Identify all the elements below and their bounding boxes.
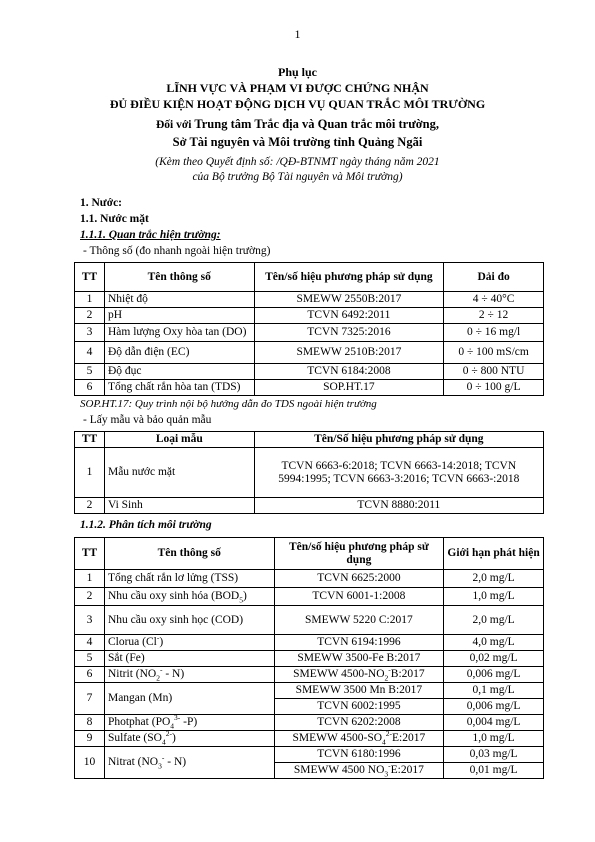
- table-row: [75, 292, 544, 308]
- text: Clorua (Cl: [107, 636, 157, 648]
- decision-reference: (Kèm theo Quyết định số: /QĐ-BTNMT ngày tháng năm 2021: [155, 156, 440, 168]
- table-row: [75, 606, 544, 635]
- page-number: 1: [294, 27, 301, 41]
- cell: 5: [75, 651, 105, 667]
- cell: 0 ÷ 800 NTU: [444, 364, 544, 380]
- header-cell: Tên thông số: [104, 263, 254, 292]
- cell: TCVN 6194:1996: [274, 635, 444, 651]
- organization-name: Trung tâm Trắc địa và Quan trắc môi trường,: [191, 117, 439, 131]
- cell: 1: [75, 570, 105, 588]
- cell: 4,0 mg/L: [444, 635, 544, 651]
- cell: TCVN 6202:2008: [274, 715, 444, 731]
- cell: TCVN 6002:1995: [274, 699, 444, 715]
- cell: 8: [75, 715, 105, 731]
- cell: 9: [75, 731, 105, 747]
- header-cell: TT: [75, 432, 105, 448]
- cell: TCVN 6492:2011: [254, 308, 444, 324]
- cell: 0,01 mg/L: [444, 763, 544, 779]
- header-cell: Tên thông số: [104, 538, 274, 570]
- superscript: 3-: [174, 713, 181, 723]
- cell: TCVN 7325:2016: [254, 324, 444, 342]
- cell: TCVN 6663-6:2018; TCVN 6663-14:2018; TCVN 5994:1995; TCVN 6663-3:2016; TCVN 6663-:2018: [254, 448, 543, 498]
- cell: 2: [75, 498, 105, 514]
- text: SMEWW 4500-NO: [293, 668, 385, 680]
- cell: [104, 588, 274, 606]
- superscript: -: [159, 665, 163, 675]
- cell: Nhu cầu oxy sinh học (COD): [104, 606, 274, 635]
- text: Nitrit (NO: [107, 668, 157, 680]
- cell: 0,02 mg/L: [444, 651, 544, 667]
- table-row: [75, 731, 544, 747]
- cell: 1: [75, 448, 105, 498]
- cell: 2: [75, 308, 105, 324]
- cell: Độ đục: [104, 364, 254, 380]
- superscript: 2-: [385, 729, 393, 739]
- section-1-1-1: 1.1.1. Quan trắc hiện trường:: [80, 229, 221, 241]
- header-cell: Tên/số hiệu phương pháp sử dụng: [274, 538, 444, 570]
- cell: TCVN 6184:2008: [254, 364, 444, 380]
- cell: TCVN 6180:1996: [274, 747, 444, 763]
- cell: Nhiệt độ: [104, 292, 254, 308]
- cell: Hàm lượng Oxy hòa tan (DO): [104, 324, 254, 342]
- table-header-row: [75, 263, 544, 292]
- text: ): [171, 732, 176, 744]
- cell: Vi Sinh: [104, 498, 254, 514]
- table-row: [75, 570, 544, 588]
- text: SMEWW 4500-SO: [292, 732, 383, 744]
- cell: TCVN 8880:2011: [254, 498, 543, 514]
- cell: 1,0 mg/L: [444, 588, 544, 606]
- superscript: -: [161, 753, 165, 763]
- text: - N): [162, 668, 185, 680]
- cell: [104, 667, 274, 683]
- subscript: 4: [161, 737, 166, 747]
- cell: 1,0 mg/L: [444, 731, 544, 747]
- cell: 3: [75, 324, 105, 342]
- field-measurement-table: [74, 262, 544, 396]
- cell: 2: [75, 588, 105, 606]
- cell: [274, 667, 444, 683]
- cell: 2 ÷ 12: [444, 308, 544, 324]
- cell: 0,1 mg/L: [444, 683, 544, 699]
- cell: 3: [75, 606, 105, 635]
- section-1-1-2: 1.1.2. Phân tích môi trường: [80, 519, 212, 531]
- cell: pH: [104, 308, 254, 324]
- cell: [104, 731, 274, 747]
- organization-prefix: Đối với: [156, 119, 192, 131]
- subscript: 4: [382, 737, 386, 747]
- header-cell: TT: [75, 538, 105, 570]
- organization-line-2: Sở Tài nguyên và Môi trường tỉnh Quảng Ngãi: [172, 135, 423, 149]
- cell: 0 ÷ 100 g/L: [444, 380, 544, 396]
- cell: [104, 635, 274, 651]
- header-cell: Tên/Số hiệu phương pháp sử dụng: [254, 432, 543, 448]
- cell: 7: [75, 683, 105, 715]
- text: E:2017: [392, 732, 426, 744]
- cell: [104, 747, 274, 779]
- subscript: 3: [158, 761, 162, 771]
- cell: Độ dẫn điện (EC): [104, 342, 254, 364]
- appendix-header: [0, 64, 595, 185]
- table-row: [75, 715, 544, 731]
- section-1-1: 1.1. Nước mặt: [80, 213, 149, 225]
- table-row: [75, 651, 544, 667]
- organization-line-1: [0, 116, 595, 134]
- subscript: 3: [384, 769, 389, 779]
- table-row: [75, 364, 544, 380]
- appendix-heading-2: ĐỦ ĐIỀU KIỆN HOẠT ĐỘNG DỊCH VỤ QUAN TRẮC MÔI TRƯỜNG: [109, 97, 486, 111]
- table-header-row: [75, 432, 544, 448]
- cell: 0 ÷ 16 mg/l: [444, 324, 544, 342]
- header-cell: Loại mẫu: [104, 432, 254, 448]
- cell: [274, 763, 444, 779]
- subscript: 4: [170, 721, 175, 731]
- table-row: [75, 635, 544, 651]
- cell: Sắt (Fe): [104, 651, 274, 667]
- table-row: [75, 588, 544, 606]
- cell: Tổng chất rắn lơ lửng (TSS): [104, 570, 274, 588]
- cell: SOP.HT.17: [254, 380, 444, 396]
- cell: 10: [75, 747, 105, 779]
- decision-issuer: của Bộ trưởng Bộ Tài nguyên và Môi trường): [192, 171, 403, 183]
- cell: 0,004 mg/L: [444, 715, 544, 731]
- text: E:2017: [390, 764, 424, 776]
- cell: 2,0 mg/L: [444, 570, 544, 588]
- text: Nhu cầu oxy sinh hóa (BOD: [107, 590, 240, 602]
- sop-note: SOP.HT.17: Quy trình nội bộ hướng dẫn đo TDS ngoài hiện trường: [80, 398, 377, 410]
- cell: SMEWW 3500 Mn B:2017: [274, 683, 444, 699]
- header-cell: Tên/số hiệu phương pháp sử dụng: [254, 263, 444, 292]
- superscript: -: [388, 761, 391, 771]
- cell: TCVN 6625:2000: [274, 570, 444, 588]
- text: Photphat (PO: [107, 716, 171, 728]
- sampling-note: - Lấy mẫu và bảo quản mẫu: [83, 414, 212, 426]
- cell: 0,006 mg/L: [444, 699, 544, 715]
- header-cell: Dải đo: [444, 263, 544, 292]
- cell: 0,03 mg/L: [444, 747, 544, 763]
- text: SMEWW 4500 NO: [293, 764, 385, 776]
- text: - N): [164, 756, 187, 768]
- cell: 5: [75, 364, 105, 380]
- cell: 4: [75, 635, 105, 651]
- cell: 2,0 mg/L: [444, 606, 544, 635]
- cell: 1: [75, 292, 105, 308]
- sampling-table: [74, 431, 544, 514]
- superscript: -: [388, 665, 391, 675]
- text: ): [159, 636, 164, 648]
- subscript: 2: [156, 673, 160, 683]
- subscript: 2: [384, 673, 389, 683]
- analysis-table: [74, 537, 544, 779]
- table-header-row: [75, 538, 544, 570]
- header-cell: TT: [75, 263, 105, 292]
- text: B:2017: [390, 668, 425, 680]
- table-row: [75, 683, 544, 699]
- cell: TCVN 6001-1:2008: [274, 588, 444, 606]
- cell: 4: [75, 342, 105, 364]
- table-row: [75, 380, 544, 396]
- header-cell: Giới hạn phát hiện: [444, 538, 544, 570]
- cell: 0 ÷ 100 mS/cm: [444, 342, 544, 364]
- appendix-heading-1: LĨNH VỰC VÀ PHẠM VI ĐƯỢC CHỨNG NHẬN: [166, 81, 429, 95]
- cell: Mẫu nước mặt: [104, 448, 254, 498]
- cell: [274, 731, 444, 747]
- text: -P): [180, 716, 198, 728]
- text: Nitrat (NO: [107, 756, 159, 768]
- cell: 6: [75, 380, 105, 396]
- superscript: -: [156, 633, 160, 643]
- cell: SMEWW 2550B:2017: [254, 292, 444, 308]
- cell: Tổng chất rắn hòa tan (TDS): [104, 380, 254, 396]
- table-row: [75, 324, 544, 342]
- section-1: 1. Nước:: [80, 197, 123, 209]
- table-row: [75, 448, 544, 498]
- section-1-1-1-note: - Thông số (đo nhanh ngoài hiện trường): [83, 245, 271, 257]
- table-row: [75, 667, 544, 683]
- table-row: [75, 498, 544, 514]
- cell: 0,006 mg/L: [444, 667, 544, 683]
- table-row: [75, 342, 544, 364]
- cell: SMEWW 5220 C:2017: [274, 606, 444, 635]
- text: ): [243, 590, 247, 602]
- cell: 4 ÷ 40°C: [444, 292, 544, 308]
- superscript: 2-: [165, 729, 172, 739]
- cell: SMEWW 2510B:2017: [254, 342, 444, 364]
- appendix-title: Phụ lục: [277, 65, 317, 79]
- cell: SMEWW 3500-Fe B:2017: [274, 651, 444, 667]
- cell: 6: [75, 667, 105, 683]
- subscript: 5: [239, 595, 243, 605]
- cell: Mangan (Mn): [104, 683, 274, 715]
- table-row: [75, 747, 544, 763]
- text: Sulfate (SO: [107, 732, 162, 744]
- cell: [104, 715, 274, 731]
- table-row: [75, 308, 544, 324]
